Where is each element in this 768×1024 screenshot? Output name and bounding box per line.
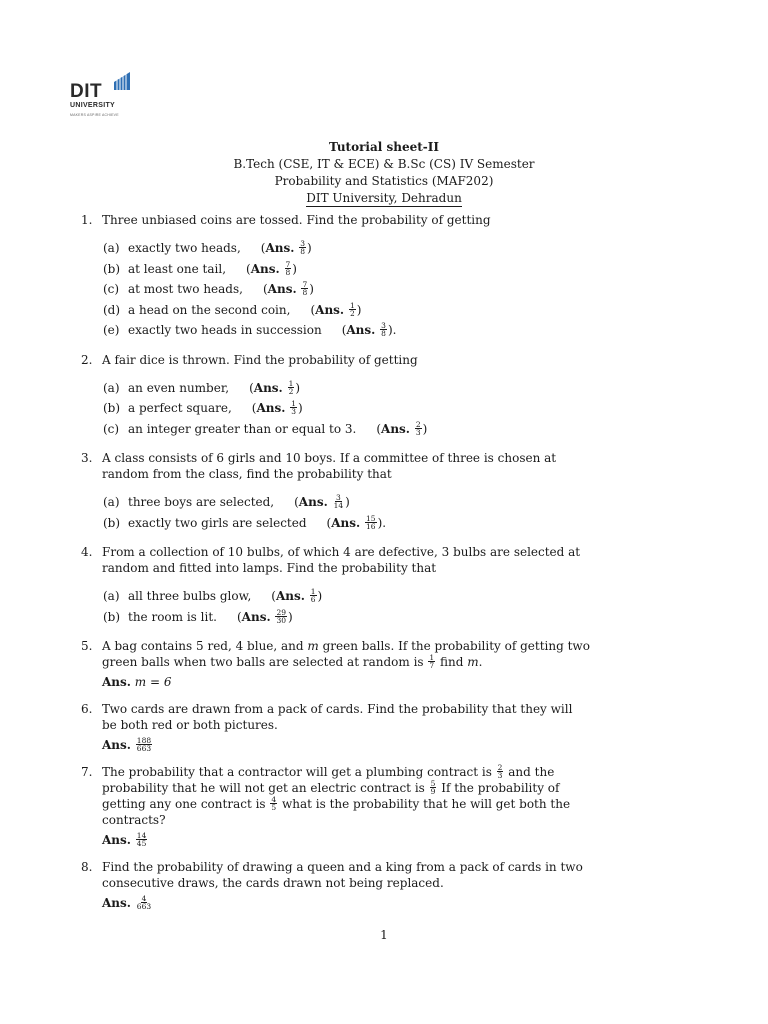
- sub-question: [102, 587, 591, 608]
- sub-question-label: (b): [103, 515, 121, 530]
- answer-label: Ans.: [102, 833, 131, 847]
- sub-question-list: [102, 379, 591, 441]
- fraction: [290, 400, 297, 415]
- answer-label: Ans.: [298, 495, 328, 509]
- question-number: 3.: [81, 451, 93, 465]
- dit-university-logo: [70, 72, 132, 122]
- answer: (Ans. $\frac{1}{2}$ ): [310, 300, 362, 318]
- fraction-denominator: 8: [285, 267, 291, 277]
- math-variable: m: [467, 655, 479, 669]
- fraction: [136, 895, 152, 910]
- sub-question: [102, 301, 591, 322]
- question-text: Three unbiased coins are tossed. Find the probability of getting: [102, 213, 491, 227]
- fraction-numerator: 1: [288, 378, 294, 388]
- sub-question-text: exactly two heads in succession: [128, 323, 322, 337]
- question-item: [81, 764, 591, 849]
- fraction-denominator: 663: [136, 902, 152, 911]
- answer: [102, 831, 591, 849]
- question-number: 4.: [81, 545, 93, 559]
- course-line: B.Tech (CSE, IT & ECE) & B.Sc (CS) IV Semester: [233, 157, 535, 171]
- fraction: [299, 240, 306, 255]
- fraction-denominator: 2: [349, 308, 355, 318]
- question-number: 6.: [81, 702, 93, 716]
- answer: (Ans. $\frac{3}{8}$ ): [260, 239, 312, 256]
- answer-label: Ans.: [331, 515, 361, 530]
- fraction-numerator: 3: [381, 321, 386, 330]
- answer: (Ans. $\frac{7}{8}$ ): [262, 280, 314, 297]
- sub-question-text: at least one tail,: [128, 261, 227, 276]
- question-text: A bag contains 5 red, 4 blue, and m green balls. If the probability of getting two green balls when two balls are selected at random is $\frac{1}{7}$ find m.: [102, 639, 590, 670]
- fraction-numerator: 4: [141, 894, 147, 903]
- answer-label: Ans.: [265, 241, 295, 255]
- fraction: [497, 764, 504, 779]
- fraction-denominator: 5: [271, 803, 277, 812]
- fraction-denominator: 2: [288, 386, 294, 396]
- question-text: From a collection of 10 bulbs, of which 4 are defective, 3 bulbs are selected at random and fitted into lamps. Find the probability that: [102, 545, 581, 575]
- question-item: [81, 638, 591, 691]
- answer-label: Ans.: [267, 282, 297, 296]
- fraction: [285, 261, 292, 276]
- sub-question-label: (e): [103, 323, 120, 337]
- logo-bars-icon: [110, 72, 130, 90]
- fraction: [430, 780, 437, 795]
- sub-question-label: (b): [103, 261, 121, 276]
- sub-question: [102, 514, 591, 535]
- fraction: [415, 421, 422, 436]
- sub-question-text: an integer greater than or equal to 3.: [128, 421, 357, 436]
- fraction: [288, 380, 295, 395]
- fraction: [428, 654, 435, 669]
- fraction-denominator: 16: [366, 521, 376, 531]
- answer-label: Ans.: [346, 323, 376, 337]
- sub-question: [102, 379, 591, 400]
- fraction-denominator: 7: [429, 661, 435, 670]
- sub-question: [102, 280, 591, 301]
- question-text: The probability that a contractor will get a plumbing contract is $\frac{2}{3}$ and the probability that he will not get an electric contract is $\frac{5}{9}$ If the probability of getting any one contract is $\frac{4}{5}$ what is the probability that he will get both the contracts?: [102, 763, 571, 827]
- sub-question-text: exactly two heads,: [128, 241, 241, 255]
- fraction-denominator: 30: [276, 615, 286, 625]
- question-number: 2.: [81, 352, 93, 367]
- sub-question: [102, 608, 591, 629]
- institution-line: DIT University, Dehradun: [306, 191, 462, 205]
- question-text: Two cards are drawn from a pack of cards. Find the probability that they will be both red or both pictures.: [102, 702, 573, 732]
- answer-label: Ans.: [102, 675, 131, 689]
- sub-question-label: (b): [103, 609, 121, 624]
- sub-question: [102, 399, 591, 420]
- fraction-numerator: 7: [302, 280, 308, 289]
- answer-label: Ans.: [250, 261, 280, 276]
- answer-label: Ans.: [315, 302, 345, 317]
- fraction-numerator: 188: [136, 736, 152, 745]
- fraction-denominator: 8: [300, 247, 306, 256]
- fraction-numerator: 2: [415, 419, 421, 429]
- fraction-denominator: 8: [381, 329, 386, 338]
- answer: (Ans. $\frac{29}{30}$ ): [236, 607, 293, 625]
- question-item: [81, 212, 591, 342]
- fraction-denominator: 8: [302, 288, 308, 297]
- fraction: [380, 322, 387, 337]
- question-item: [81, 352, 591, 441]
- fraction-numerator: 3: [300, 239, 306, 248]
- sub-question-list: [102, 493, 591, 534]
- answer-label: Ans.: [102, 738, 131, 752]
- fraction-denominator: 663: [136, 744, 152, 753]
- sub-question-label: (a): [103, 241, 120, 255]
- fraction-numerator: 5: [430, 779, 436, 788]
- answer: (Ans. $\frac{3}{8}$ ).: [341, 321, 397, 338]
- document-title: Tutorial sheet-II: [329, 140, 439, 154]
- logo-mark: DIT: [70, 81, 103, 102]
- sub-question-text: a head on the second coin,: [128, 302, 291, 317]
- math-variable: m: [307, 639, 319, 653]
- answer: [102, 673, 591, 691]
- answer: (Ans. $\frac{1}{6}$ ): [271, 587, 323, 604]
- answer-label: Ans.: [102, 896, 131, 910]
- sub-question-label: (a): [103, 495, 120, 509]
- sub-question-list: [102, 587, 591, 628]
- fraction: [270, 796, 277, 811]
- question-number: 7.: [81, 765, 93, 779]
- sub-question-label: (b): [103, 401, 121, 415]
- fraction: [136, 832, 148, 847]
- question-number: 8.: [81, 860, 93, 874]
- fraction-numerator: 14: [136, 831, 147, 840]
- answer: (Ans. $\frac{1}{3}$ ): [251, 399, 303, 416]
- fraction-numerator: 2: [497, 763, 503, 772]
- fraction-numerator: 29: [276, 607, 286, 617]
- question-item: [81, 544, 591, 628]
- sub-question-text: all three bulbs glow,: [128, 589, 252, 603]
- sub-question-text: a perfect square,: [128, 401, 232, 415]
- question-text: Find the probability of drawing a queen and a king from a pack of cards in two consecutive draws, the cards drawn not being replaced.: [102, 860, 583, 890]
- answer: (Ans. $\frac{2}{3}$ ): [376, 419, 428, 437]
- fraction-denominator: 45: [136, 839, 147, 848]
- fraction-denominator: 14: [333, 501, 344, 510]
- fraction-denominator: 3: [497, 771, 503, 780]
- sub-question-list: [102, 239, 591, 342]
- fraction: [365, 515, 377, 530]
- fraction-numerator: 1: [349, 300, 355, 310]
- sub-question: [102, 239, 591, 260]
- answer-label: Ans.: [381, 421, 410, 436]
- logo-university: UNIVERSITY: [70, 102, 116, 109]
- fraction: [310, 588, 317, 603]
- question-item: [81, 859, 591, 912]
- fraction: [301, 281, 308, 296]
- sub-question: [102, 321, 591, 342]
- fraction-denominator: 3: [415, 427, 421, 437]
- question-item: [81, 450, 591, 534]
- question-number: 1.: [81, 213, 93, 227]
- sub-question-text: an even number,: [128, 380, 230, 395]
- fraction-denominator: 9: [430, 787, 436, 796]
- sub-question-label: (d): [103, 302, 121, 317]
- fraction: [333, 494, 345, 509]
- answer-label: Ans.: [241, 609, 271, 624]
- answer-label: Ans.: [256, 401, 286, 415]
- sub-question-label: (a): [103, 380, 120, 395]
- logo-tagline: MAKERS ASPIRE ACHIEVE: [70, 113, 119, 117]
- answer-value: m = 6: [134, 675, 172, 689]
- question-text: A class consists of 6 girls and 10 boys. If a committee of three is chosen at random from the class, find the probability that: [102, 451, 557, 481]
- sub-question-label: (a): [103, 589, 120, 603]
- sub-question-text: at most two heads,: [128, 282, 243, 296]
- answer: (Ans. $\frac{3}{14}$ ): [294, 493, 350, 510]
- sub-question-label: (c): [103, 282, 120, 296]
- fraction-denominator: 6: [310, 595, 316, 604]
- answer: (Ans. $\frac{7}{8}$ ): [246, 259, 297, 277]
- fraction-numerator: 1: [429, 653, 435, 662]
- sub-question: [102, 420, 591, 441]
- fraction: [349, 302, 356, 317]
- sub-question-text: three boys are selected,: [128, 495, 275, 509]
- answer: [102, 894, 591, 912]
- fraction-numerator: 3: [335, 493, 341, 502]
- sub-question-text: exactly two girls are selected: [128, 515, 307, 530]
- answer: [102, 736, 591, 754]
- sub-question: [102, 493, 591, 514]
- fraction-denominator: 3: [291, 407, 297, 416]
- question-number: 5.: [81, 639, 93, 653]
- page-number: 1: [380, 928, 388, 942]
- answer-label: Ans.: [253, 380, 283, 395]
- fraction: [136, 737, 152, 752]
- sub-question-label: (c): [103, 421, 120, 436]
- sub-question: [102, 260, 591, 281]
- answer: (Ans. $\frac{1}{2}$ ): [249, 378, 301, 396]
- question-list: [81, 212, 591, 912]
- answer-label: Ans.: [275, 589, 305, 603]
- question-item: [81, 701, 591, 754]
- subject-line: Probability and Statistics (MAF202): [274, 174, 494, 188]
- answer: (Ans. $\frac{15}{16}$ ).: [326, 513, 387, 531]
- fraction-numerator: 4: [271, 795, 277, 804]
- fraction-numerator: 15: [366, 513, 376, 523]
- fraction: [275, 609, 287, 624]
- document-header: [0, 139, 768, 207]
- question-text: A fair dice is thrown. Find the probability of getting: [102, 352, 418, 367]
- fraction-numerator: 7: [285, 259, 291, 269]
- fraction-numerator: 1: [310, 587, 316, 596]
- fraction-numerator: 1: [291, 399, 297, 408]
- sub-question-text: the room is lit.: [128, 609, 217, 624]
